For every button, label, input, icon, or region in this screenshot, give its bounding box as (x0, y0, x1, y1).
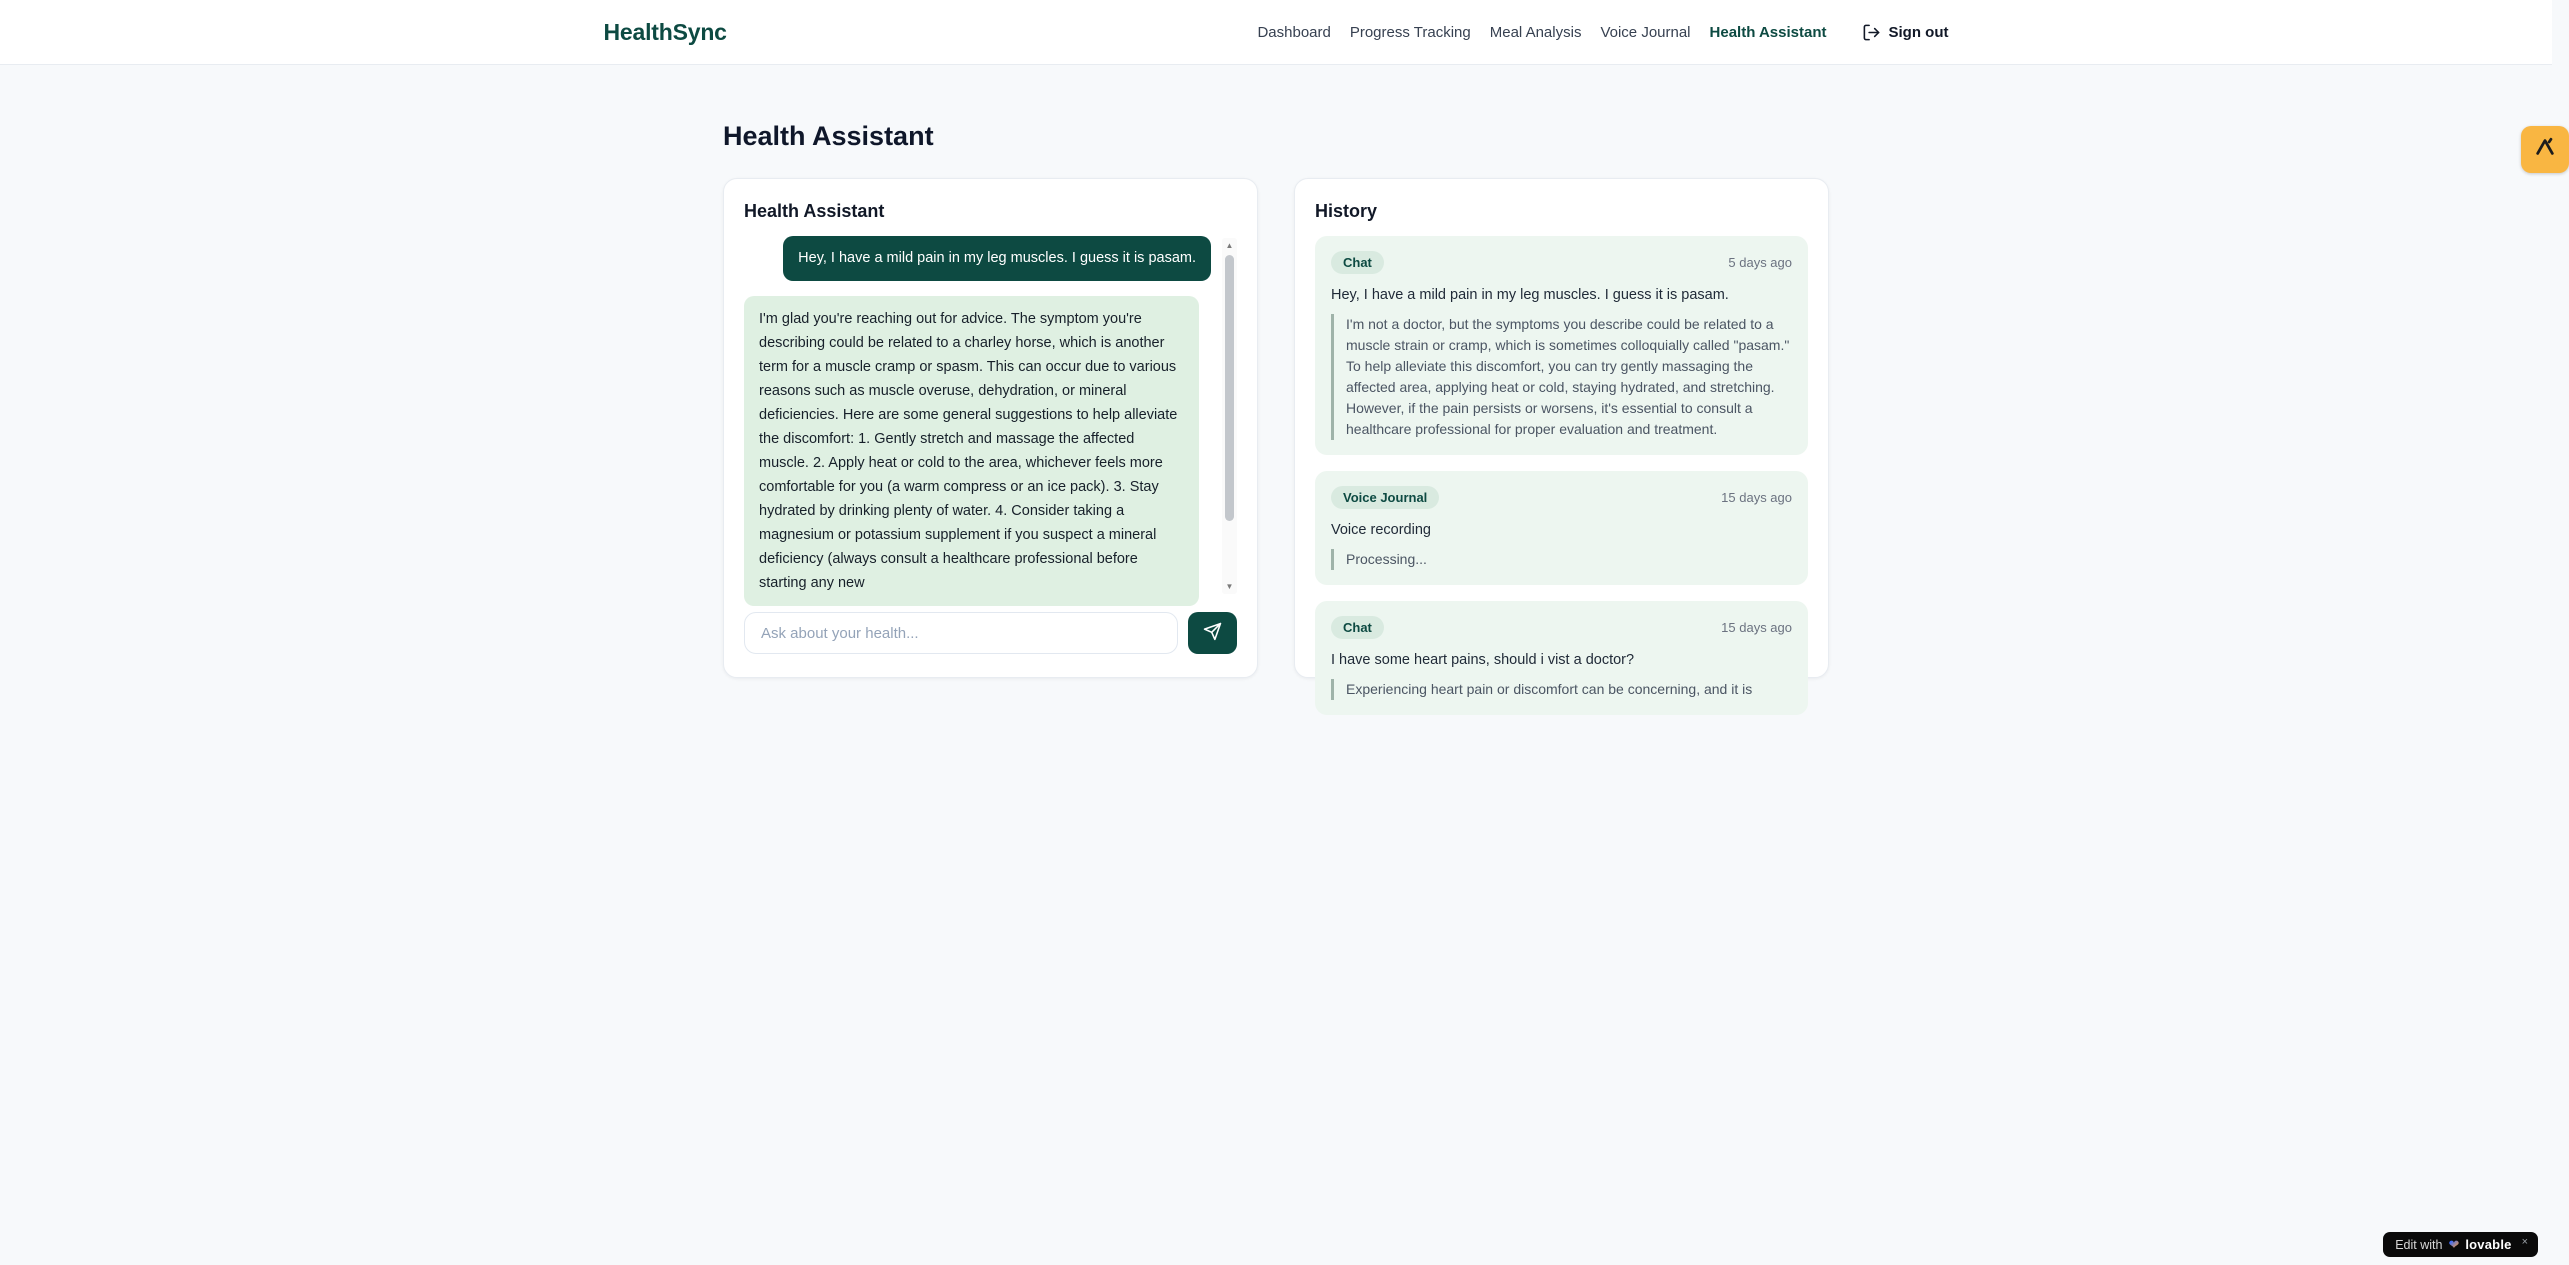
close-icon[interactable]: × (2521, 1236, 2528, 1248)
nav-dashboard[interactable]: Dashboard (1257, 23, 1331, 41)
history-card-title: History (1315, 201, 1378, 221)
history-entry[interactable] (1315, 601, 1808, 715)
entry-reply: Experiencing heart pain or discomfort can be concerning, and it is (1331, 679, 1792, 700)
page-title: Health Assistant (723, 121, 934, 151)
top-navbar (0, 0, 2552, 65)
chat-card (723, 178, 1258, 678)
scroll-down-icon[interactable]: ▼ (1225, 582, 1234, 591)
entry-timestamp: 15 days ago (1721, 490, 1792, 505)
entry-type-badge: Voice Journal (1331, 486, 1439, 509)
nav-health-assistant[interactable]: Health Assistant (1709, 23, 1827, 41)
main-content (723, 65, 1829, 697)
entry-type-badge: Chat (1331, 251, 1384, 274)
send-icon (1203, 622, 1222, 644)
send-message-button[interactable] (1188, 612, 1237, 654)
user-message-bubble: Hey, I have a mild pain in my leg muscles. I guess it is pasam. (783, 236, 1211, 281)
chat-scrollbar[interactable] (1222, 238, 1237, 594)
entry-reply: Processing... (1331, 549, 1792, 570)
edit-with-label: Edit with (2395, 1237, 2443, 1252)
edit-with-lovable-badge[interactable] (2383, 1232, 2538, 1257)
sign-out-button[interactable] (1862, 23, 1949, 42)
brand-logo[interactable]: HealthSync (603, 18, 727, 45)
entry-type-badge: Chat (1331, 616, 1384, 639)
entry-timestamp: 5 days ago (1728, 255, 1792, 270)
nav-voice-journal[interactable]: Voice Journal (1600, 23, 1691, 41)
entry-message: Hey, I have a mild pain in my leg muscles. I guess it is pasam. (1331, 287, 1729, 303)
chat-card-title: Health Assistant (744, 201, 885, 221)
history-card (1294, 178, 1829, 697)
primary-nav (1257, 23, 1948, 42)
sign-out-label: Sign out (1888, 23, 1949, 41)
lovable-wordmark: lovable (2465, 1237, 2512, 1252)
nav-progress-tracking[interactable]: Progress Tracking (1349, 23, 1471, 41)
heart-icon: ❤ (2448, 1237, 2460, 1252)
entry-message: Voice recording (1331, 522, 1431, 538)
lovable-a-icon (2534, 136, 2556, 163)
nav-meal-analysis[interactable]: Meal Analysis (1489, 23, 1582, 41)
health-question-input[interactable] (744, 612, 1178, 654)
entry-reply: I'm not a doctor, but the symptoms you describe could be related to a muscle strain or cramp, which is sometimes colloquially called "pasam." To help alleviate this discomfort, you can try gently massaging the affected area, applying heat or cold, staying hydrated, and stretching. However, if the pain persists or worsens, it's essential to consult a healthcare professional for proper evaluation and treatment. (1331, 314, 1792, 440)
assistant-message-bubble: I'm glad you're reaching out for advice. The symptom you're describing could be related to a charley horse, which is another term for a muscle cramp or spasm. This can occur due to various reasons such as muscle overuse, dehydration, or mineral deficiencies. Here are some general suggestions to help alleviate the discomfort: 1. Gently stretch and massage the affected muscle. 2. Apply heat or cold to the area, whichever feels more comfortable for you (a warm compress or an ice pack). 3. Stay hydrated by drinking plenty of water. 4. Consider taking a magnesium or potassium supplement if you suspect a mineral deficiency (always consult a healthcare professional before starting any new (744, 296, 1199, 606)
logout-icon (1862, 23, 1881, 42)
lovable-select-badge[interactable] (2521, 126, 2569, 173)
chat-messages-area[interactable] (744, 236, 1237, 596)
entry-message: I have some heart pains, should i vist a doctor? (1331, 652, 1635, 668)
entry-timestamp: 15 days ago (1721, 620, 1792, 635)
scrollbar-thumb[interactable] (1225, 255, 1234, 521)
scroll-up-icon[interactable]: ▲ (1225, 241, 1234, 250)
history-entry[interactable] (1315, 471, 1808, 585)
history-entry[interactable] (1315, 236, 1808, 455)
